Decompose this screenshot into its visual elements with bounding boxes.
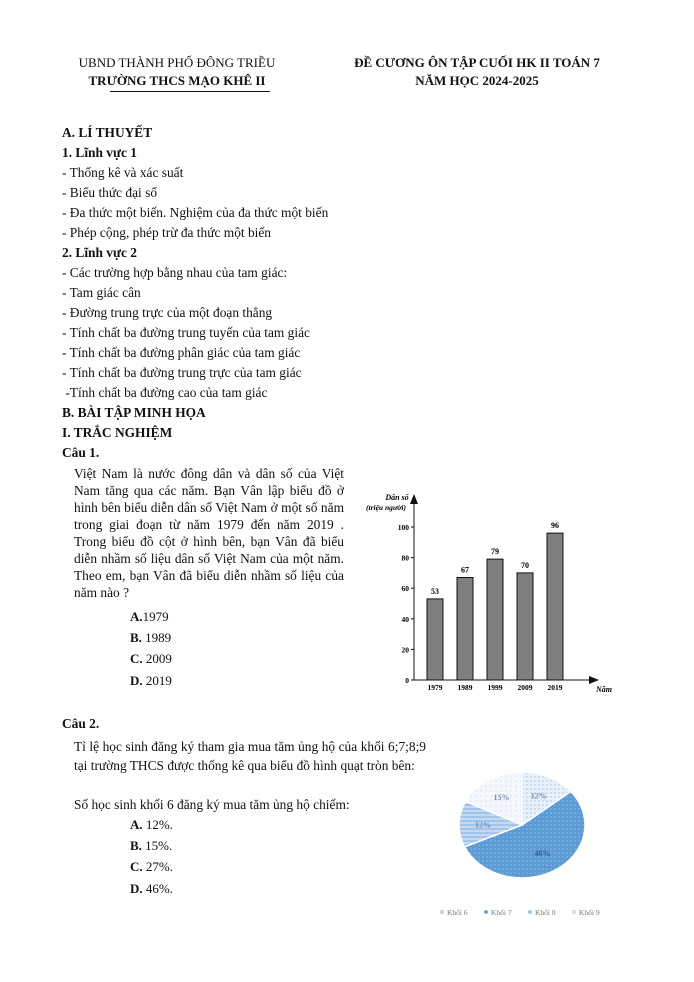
field2-item: - Đường trung trực của một đoạn thẳng (62, 305, 273, 320)
bar-1999 (487, 559, 503, 680)
bar-value-label: 67 (461, 565, 469, 575)
y-tick-label: 80 (401, 553, 409, 563)
pie-slice-label: 12% (474, 820, 491, 830)
y-axis-arrow (410, 494, 418, 504)
field2-item: - Tam giác cân (62, 285, 141, 300)
legend-marker (484, 910, 488, 914)
legend-marker (572, 910, 576, 914)
population-bar-chart (355, 490, 620, 700)
option-value: 46%. (145, 881, 173, 896)
x-tick-label: 1999 (487, 683, 503, 692)
department-name: UBND THÀNH PHỐ ĐÔNG TRIỀU (78, 55, 276, 70)
school-name: TRƯỜNG THCS MẠO KHÊ II (88, 73, 266, 88)
option-value: 2009 (145, 651, 172, 666)
option-letter: C. (130, 651, 143, 666)
q2-text: Tỉ lệ học sinh đăng ký tham gia mua tăm ủng hộ của khối 6;7;8;9 tại trường THCS được thống kê qua biểu đồ hình quạt tròn bên: (74, 739, 426, 773)
option-letter: A. (130, 609, 143, 624)
q2-question: Số học sinh khối 6 đăng ký mua tăm ủng hộ chiếm: (74, 797, 350, 812)
q2-option-b[interactable] (130, 836, 172, 856)
bar-value-label: 96 (551, 521, 559, 531)
field2-item: - Tính chất ba đường trung tuyến của tam giác (62, 325, 310, 340)
x-tick-label: 2019 (547, 683, 563, 692)
option-value: 2019 (145, 673, 172, 688)
q1-label: Câu 1. (62, 445, 100, 460)
field2-item: - Tính chất ba đường trung trực của tam giác (62, 365, 302, 380)
multiple-choice-heading: I. TRẮC NGHIỆM (62, 425, 173, 440)
field1-item: - Biểu thức đại số (62, 185, 158, 200)
school-year: NĂM HỌC 2024-2025 (415, 73, 539, 88)
header-left (62, 54, 292, 90)
legend-label: Khối 7 (491, 908, 512, 917)
field1-item: - Phép cộng, phép trừ đa thức một biến (62, 225, 272, 240)
pie-slice-label: 46% (534, 848, 551, 858)
bar-1989 (457, 577, 473, 680)
option-letter: D. (130, 673, 143, 688)
bar-2009 (517, 573, 533, 680)
option-letter: D. (130, 881, 143, 896)
q1-option-b[interactable] (130, 628, 171, 648)
option-value: 1989 (145, 630, 172, 645)
option-letter: B. (130, 630, 142, 645)
q1-option-a[interactable] (130, 607, 169, 627)
document-title: ĐỀ CƯƠNG ÔN TẬP CUỐI HK II TOÁN 7 (354, 55, 600, 70)
y-axis-title: Dân số (385, 493, 409, 502)
legend-marker (440, 910, 444, 914)
y-axis-unit: (triệu người) (366, 503, 406, 512)
legend-label: Khối 9 (579, 908, 600, 917)
option-value: 12%. (145, 817, 173, 832)
header-right (322, 54, 632, 90)
field1-item: - Thống kê và xác suất (62, 165, 184, 180)
legend-label: Khối 8 (535, 908, 556, 917)
registration-pie-chart (430, 760, 630, 925)
option-letter: A. (130, 817, 143, 832)
q2-option-c[interactable] (130, 857, 173, 877)
field2-title: 2. Lĩnh vực 2 (62, 245, 138, 260)
q1-text: Việt Nam là nước đông dân và dân số của Việt Nam tăng qua các năm. Bạn Vân lập biểu đồ ở hình bên biểu diễn dân số Việt Nam ở một số năm trong giai đoạn từ năm 1979 đến năm 2019 . Trong biểu đồ cột ở hình bên, bạn Vân đã biểu diễn nhầm số liệu dân số Việt Nam của một năm. Theo em, bạn Vân đã biểu diễn nhầm số liệu của năm nào ? (74, 466, 344, 600)
bar-value-label: 53 (431, 586, 439, 596)
q2-option-d[interactable] (130, 879, 173, 899)
field2-item: - Tính chất ba đường phân giác của tam giác (62, 345, 301, 360)
x-tick-label: 1989 (457, 683, 473, 692)
legend-marker (528, 910, 532, 914)
x-tick-label: 2009 (517, 683, 533, 692)
y-tick-label: 100 (397, 523, 409, 532)
field2-item: - Các trường hợp bằng nhau của tam giác: (62, 265, 288, 280)
q2-option-a[interactable] (130, 815, 173, 835)
pie-slice-label: 15% (493, 793, 510, 803)
theory-heading: A. LÍ THUYẾT (62, 125, 153, 140)
x-axis-title: Năm (596, 685, 612, 694)
option-value: 27%. (145, 859, 173, 874)
q1-option-c[interactable] (130, 649, 172, 669)
bar-value-label: 70 (521, 560, 529, 570)
option-letter: C. (130, 859, 143, 874)
x-axis-arrow (589, 676, 599, 684)
y-tick-label: 40 (401, 614, 409, 624)
option-value: 15%. (145, 838, 173, 853)
q2-label: Câu 2. (62, 716, 100, 731)
pie-slice-label: 12% (530, 791, 547, 801)
y-tick-label: 0 (405, 676, 409, 685)
option-value: 1979 (142, 609, 169, 624)
option-letter: B. (130, 838, 142, 853)
field1-item: - Đa thức một biến. Nghiệm của đa thức một biến (62, 205, 329, 220)
bar-2019 (547, 533, 563, 680)
legend-label: Khối 6 (447, 908, 468, 917)
x-tick-label: 1979 (427, 683, 443, 692)
school-underline (110, 91, 270, 92)
y-tick-label: 60 (401, 584, 409, 594)
field1-title: 1. Lĩnh vực 1 (62, 145, 138, 160)
field2-item: -Tính chất ba đường cao của tam giác (62, 385, 268, 400)
q1-option-d[interactable] (130, 671, 172, 691)
exercises-heading: B. BÀI TẬP MINH HỌA (62, 405, 206, 420)
bar-value-label: 79 (491, 547, 499, 557)
y-tick-label: 20 (401, 645, 409, 655)
bar-1979 (427, 599, 443, 680)
